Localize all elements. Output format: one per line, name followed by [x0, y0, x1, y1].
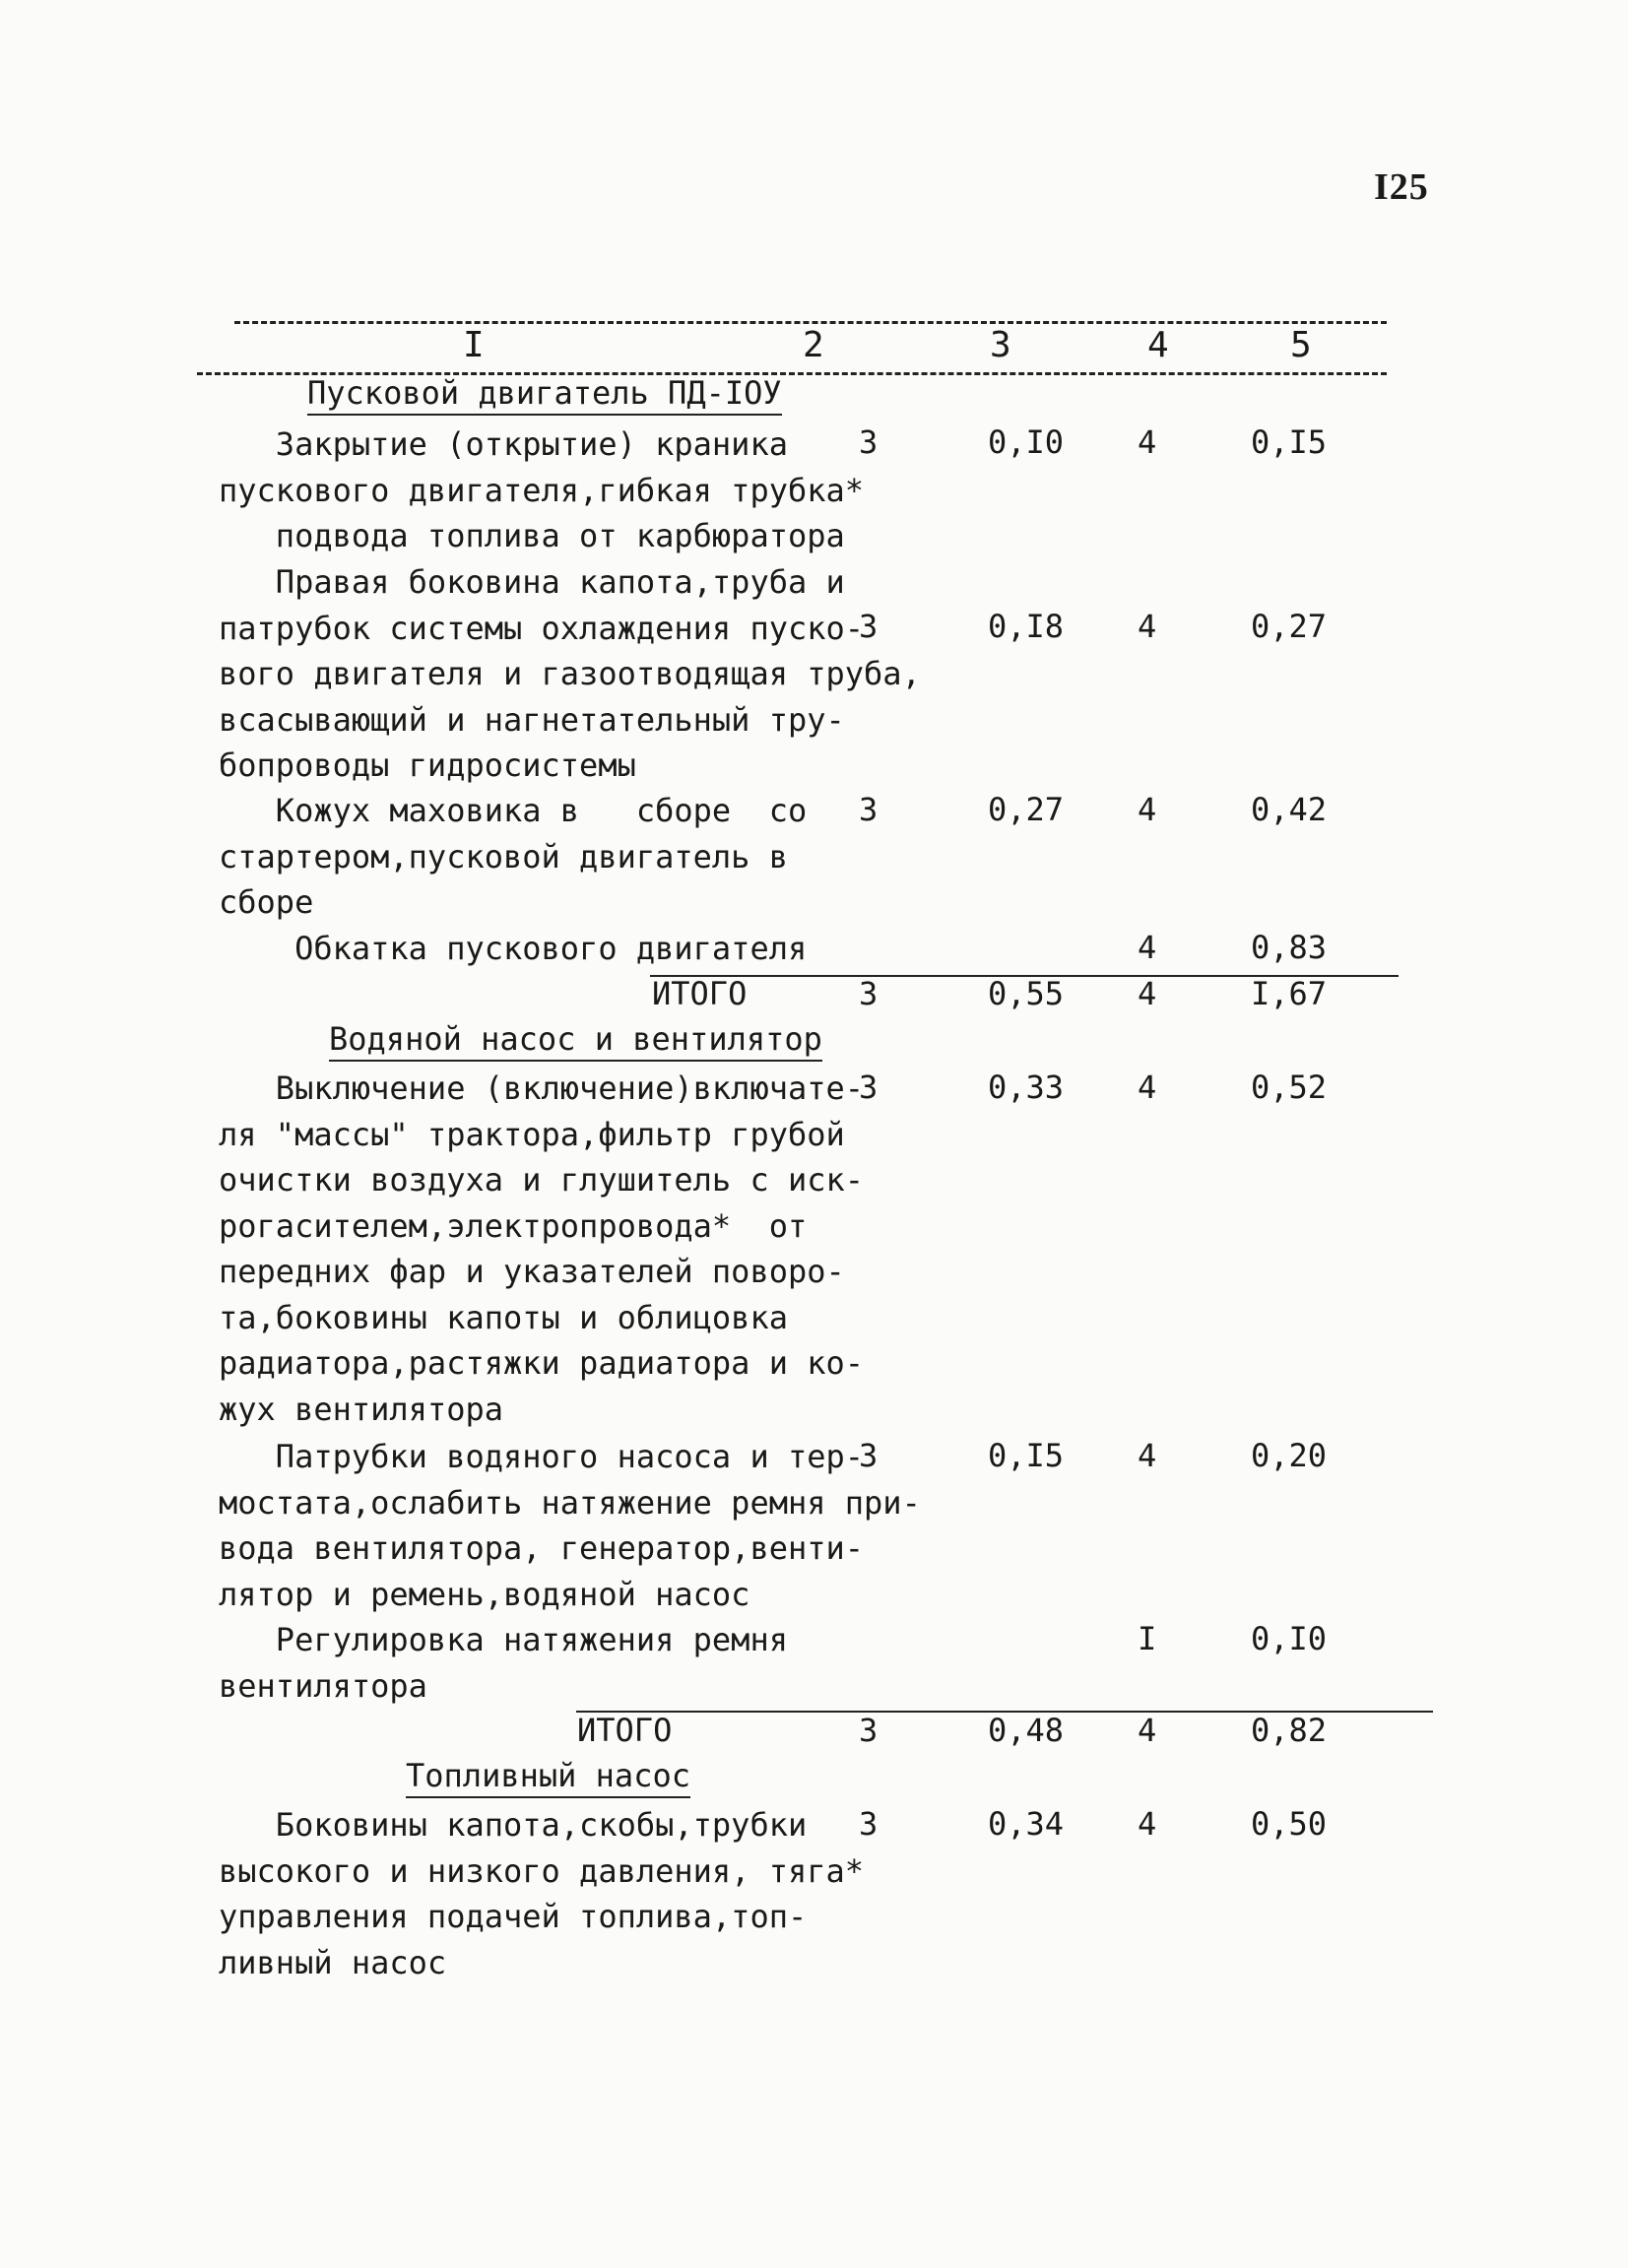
- desc-line: лятор и ремень,водяной насос: [219, 1575, 750, 1613]
- cell-col2: 3: [859, 1069, 879, 1106]
- cell-col4: 4: [1138, 1437, 1157, 1474]
- desc-line: Закрытие (открытие) краника: [219, 425, 788, 463]
- page-number: I25: [1374, 166, 1429, 208]
- cell-col4: 4: [1138, 1805, 1157, 1843]
- cell-col5: 0,83: [1251, 929, 1328, 966]
- desc-line: Правая боковина капота,труба и: [219, 563, 845, 601]
- column-header-5: 5: [1290, 325, 1312, 365]
- desc-line: ливный насос: [219, 1943, 447, 1981]
- desc-line: пускового двигателя,гибкая трубка*: [219, 471, 865, 509]
- column-header-2: 2: [803, 325, 824, 365]
- column-header-1: I: [463, 325, 485, 365]
- desc-line: Патрубки водяного насоса и тер-: [219, 1438, 865, 1475]
- total-label: ИТОГО: [577, 1712, 673, 1749]
- desc-line: управления подачей топлива,топ-: [219, 1898, 808, 1935]
- table-row-description: [219, 1802, 947, 1985]
- section-title: Топливный насос: [406, 1757, 690, 1798]
- desc-line: Обкатка пускового двигателя: [219, 930, 808, 967]
- table-row-description: [219, 926, 947, 972]
- desc-line: вентилятора: [219, 1666, 427, 1705]
- desc-line: вода вентилятора, генератор,венти-: [219, 1529, 865, 1567]
- desc-line: радиатора,растяжки радиатора и ко-: [219, 1344, 865, 1382]
- column-header-4: 4: [1147, 325, 1169, 365]
- total-col5: 0,82: [1251, 1712, 1328, 1749]
- cell-col5: 0,42: [1251, 791, 1328, 828]
- table-row-description: [219, 788, 947, 926]
- column-header-3: 3: [990, 325, 1011, 365]
- total-col2: 3: [859, 975, 879, 1012]
- cell-col5: 0,27: [1251, 608, 1328, 645]
- cell-col5: 0,50: [1251, 1805, 1328, 1843]
- cell-col4: 4: [1138, 929, 1157, 966]
- table-row-description: [219, 559, 947, 789]
- cell-col2: 3: [859, 423, 879, 461]
- cell-col3: 0,I8: [988, 608, 1065, 645]
- total-col3: 0,48: [988, 1712, 1065, 1749]
- cell-col4: 4: [1138, 1069, 1157, 1106]
- cell-col3: 0,34: [988, 1805, 1065, 1843]
- cell-col4: 4: [1138, 791, 1157, 828]
- desc-line: высокого и низкого давления, тяга*: [219, 1851, 865, 1890]
- total-label: ИТОГО: [652, 975, 748, 1012]
- desc-line: Боковины капота,скобы,трубки: [219, 1806, 808, 1844]
- cell-col5: 0,I0: [1251, 1620, 1328, 1657]
- cell-col2: 3: [859, 608, 879, 645]
- cell-col5: 0,52: [1251, 1069, 1328, 1106]
- total-col5: I,67: [1251, 975, 1328, 1012]
- desc-line: та,боковины капоты и облицовка: [219, 1298, 788, 1336]
- total-col2: 3: [859, 1712, 879, 1749]
- desc-line: подвода топлива от карбюратора: [219, 517, 845, 554]
- total-col4: 4: [1138, 1712, 1157, 1749]
- desc-line: жух вентилятора: [219, 1390, 503, 1428]
- cell-col4: I: [1138, 1620, 1157, 1657]
- cell-col3: 0,I5: [988, 1437, 1065, 1474]
- desc-line: Регулировка натяжения ремня: [219, 1621, 788, 1658]
- table-row-description: [219, 1066, 947, 1432]
- desc-line: сборе: [219, 883, 314, 921]
- cell-col2: 3: [859, 1805, 879, 1843]
- section-title: Пусковой двигатель ПД-IОУ: [307, 374, 782, 416]
- desc-line: мостата,ослабить натяжение ремня при-: [219, 1483, 921, 1522]
- cell-col3: 0,33: [988, 1069, 1065, 1106]
- desc-line: всасывающий и нагнетательный тру-: [219, 700, 845, 739]
- desc-line: бопроводы гидросистемы: [219, 746, 636, 784]
- table-row-description: [219, 1434, 947, 1617]
- desc-line: рогасителем,электропровода* от: [219, 1206, 808, 1245]
- cell-col3: 0,I0: [988, 423, 1065, 461]
- cell-col5: 0,20: [1251, 1437, 1328, 1474]
- desc-line: Выключение (включение)включате-: [219, 1069, 865, 1107]
- cell-col4: 4: [1138, 608, 1157, 645]
- cell-col5: 0,I5: [1251, 423, 1328, 461]
- desc-line: патрубок системы охлаждения пуско-: [219, 609, 865, 647]
- table-row-description: [219, 421, 947, 559]
- cell-col4: 4: [1138, 423, 1157, 461]
- total-col4: 4: [1138, 975, 1157, 1012]
- desc-line: передних фар и указателей поворо-: [219, 1253, 845, 1290]
- desc-line: Кожух маховика в сборе со: [219, 792, 808, 829]
- cell-col2: 3: [859, 791, 879, 828]
- cell-col2: 3: [859, 1437, 879, 1474]
- section-title: Водяной насос и вентилятор: [329, 1020, 822, 1062]
- header-rule-top: [234, 321, 1387, 324]
- desc-line: ля "массы" трактора,фильтр грубой: [219, 1115, 845, 1153]
- cell-col3: 0,27: [988, 791, 1065, 828]
- desc-line: стартером,пусковой двигатель в: [219, 837, 788, 875]
- table-row-description: [219, 1617, 947, 1709]
- desc-line: очистки воздуха и глушитель с иск-: [219, 1161, 865, 1199]
- desc-line: вого двигателя и газоотводящая труба,: [219, 655, 921, 692]
- total-col3: 0,55: [988, 975, 1065, 1012]
